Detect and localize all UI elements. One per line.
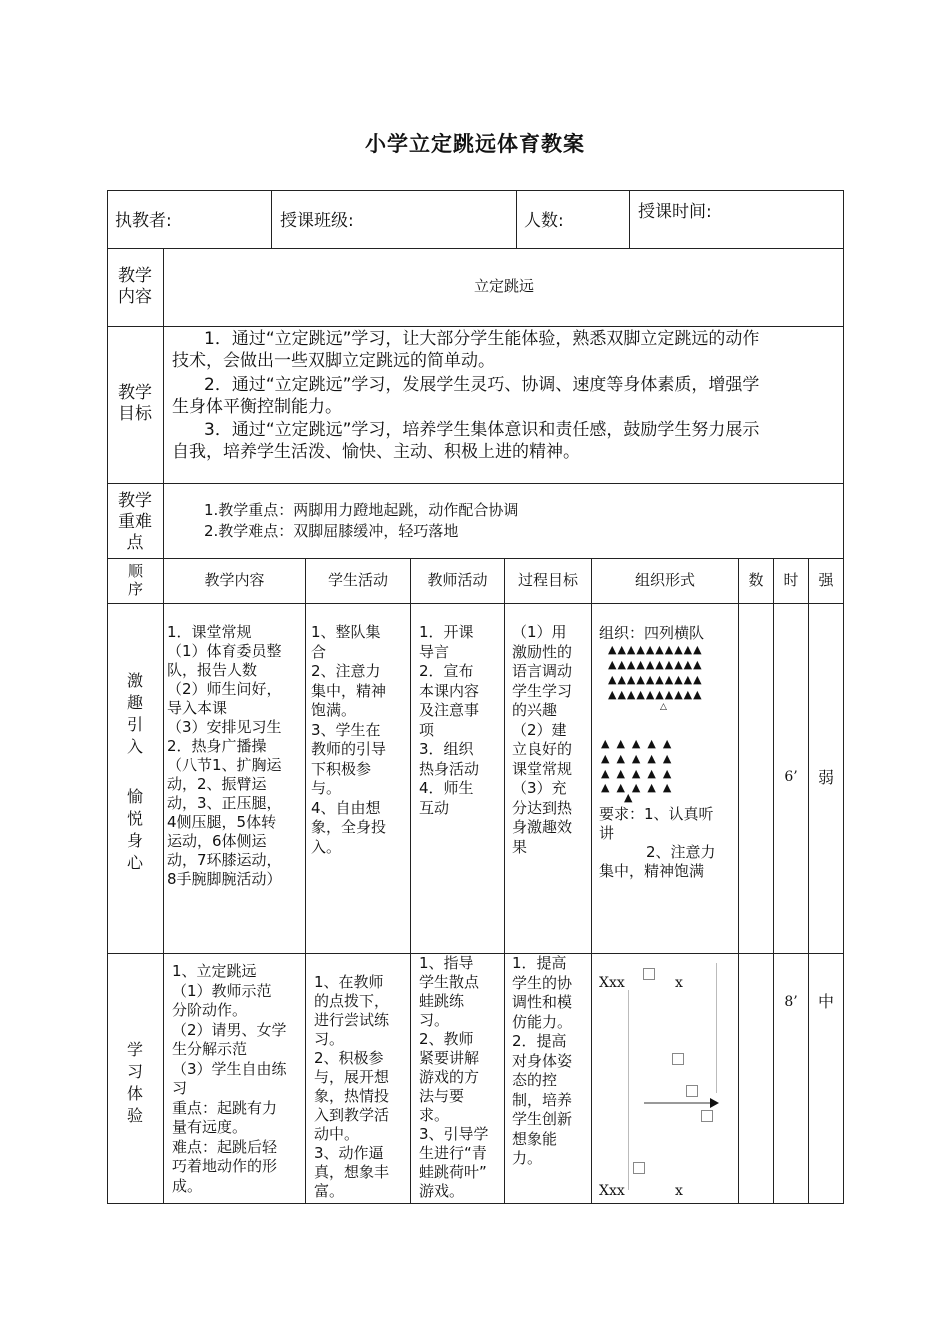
warmup-intensity: 弱 [817,768,834,787]
order-char: 入 [126,737,143,756]
order-char: 身 [126,831,143,850]
student-count-label: 人数: [524,211,564,231]
keypoints-label: 教学 重难 点 [118,491,152,553]
content-label: 教学 内容 [118,266,152,307]
col-org: 组织形式 [634,571,695,589]
col-time: 时 [783,571,799,589]
order-char: 验 [126,1106,143,1125]
org-heading: 组织：四列横队 [599,624,705,642]
learning-student-activity: 1、在教师 的点拨下， 进行尝试练 习。 2、积极参 与，展开想 象，热情投 入到教学活 动中。 3、动作逼 真，想象丰 富。 [314,973,390,1200]
teacher-label: 执教者: [115,211,172,231]
col-content: 教学内容 [204,571,265,589]
class-label: 授课班级: [280,211,354,231]
objectives-label: 教学 目标 [118,383,152,424]
col-number: 数 [748,571,764,589]
col-teacher: 教师活动 [427,571,488,589]
lane-line [628,990,629,1190]
order-char: 心 [126,853,143,872]
lily-pad-square [701,1110,713,1122]
warmup-time: 6’ [784,769,798,785]
col-goal: 过程目标 [517,571,578,589]
warmup-teacher-activity: 1．开课 导言 2．宣布 本课内容 及注意事 项 3．组织 热身活动 4．师生 互动 [419,623,480,817]
org-requirement: 要求：1、认真听 [599,805,714,823]
col-intensity: 强 [818,571,834,589]
lily-pad-square [643,968,655,980]
warmup-process-goal: （1）用 激励性的 语言调动 学生学习 的兴趣 （2）建 立良好的 课堂常规 （3）充 分达到热 身激趣效 果 [512,623,573,856]
learning-teacher-activity: 1、指导 学生散点 蛙跳练 习。 2、教师 紧要讲解 游戏的方 法与要 求。 3、引导学 生进行“青 蛙跳荷叶” 游戏。 [419,954,489,1200]
order-char: 悦 [126,809,143,828]
order-char: 激 [126,671,143,690]
order-char: 引 [126,715,143,734]
order-char: 趣 [126,693,143,712]
order-char: 体 [126,1084,143,1103]
keypoint-difficulty: 2.教学难点：双脚屈膝缓冲，轻巧落地 [204,522,459,540]
lily-pad-square [633,1162,645,1174]
page-title: 小学立定跳远体育教案 [365,132,585,156]
order-char: 学 [126,1040,143,1059]
lesson-time-label: 授课时间: [638,202,712,222]
learning-time: 8’ [784,994,798,1010]
lane-line [716,963,717,1093]
learning-content: 1、立定跳远 （1）教师示范 分阶动作。 （2）请男、女学 生分解示范 （3）学生自由练 习 重点：起跳有力 量有远度。 难点：起跳后轻 巧着地动作的形 成。 [172,962,287,1195]
col-student: 学生活动 [327,571,388,589]
warmup-student-activity: 1、整队集 合 2、注意力 集中，精神 饱满。 3、学生在 教师的引导 下积极参 与。 4、自由想 象，全身投 入。 [311,623,387,856]
col-order: 顺 序 [127,562,143,598]
teacher-marker: △ [660,702,668,712]
content-value: 立定跳远 [473,277,534,295]
order-char: 习 [126,1062,143,1081]
learning-process-goal: 1．提高 学生的协 调性和模 仿能力。 2．提高 对身体姿 态的控 制，培养 学生创新 想象能 力。 [512,954,573,1167]
order-char: 愉 [126,787,143,806]
keypoint-focus: 1.教学重点：两脚用力蹬地起跳，动作配合协调 [204,501,519,519]
learning-intensity: 中 [817,992,834,1011]
warmup-content: 1．课堂常规 （1）体育委员整 队，报告人数 （2）师生问好， 导入本课 （3）安排见习生 2．热身广播操 （八节1、扩胸运 动，2、振臂运 动，3、正压腿， 4侧压腿，5体转 运动，6体侧运 动，7环膝运动， 8手腕脚腕活动） [167,623,282,888]
jump-direction-arrow-icon [644,1096,720,1110]
lily-pad-square [672,1053,684,1065]
